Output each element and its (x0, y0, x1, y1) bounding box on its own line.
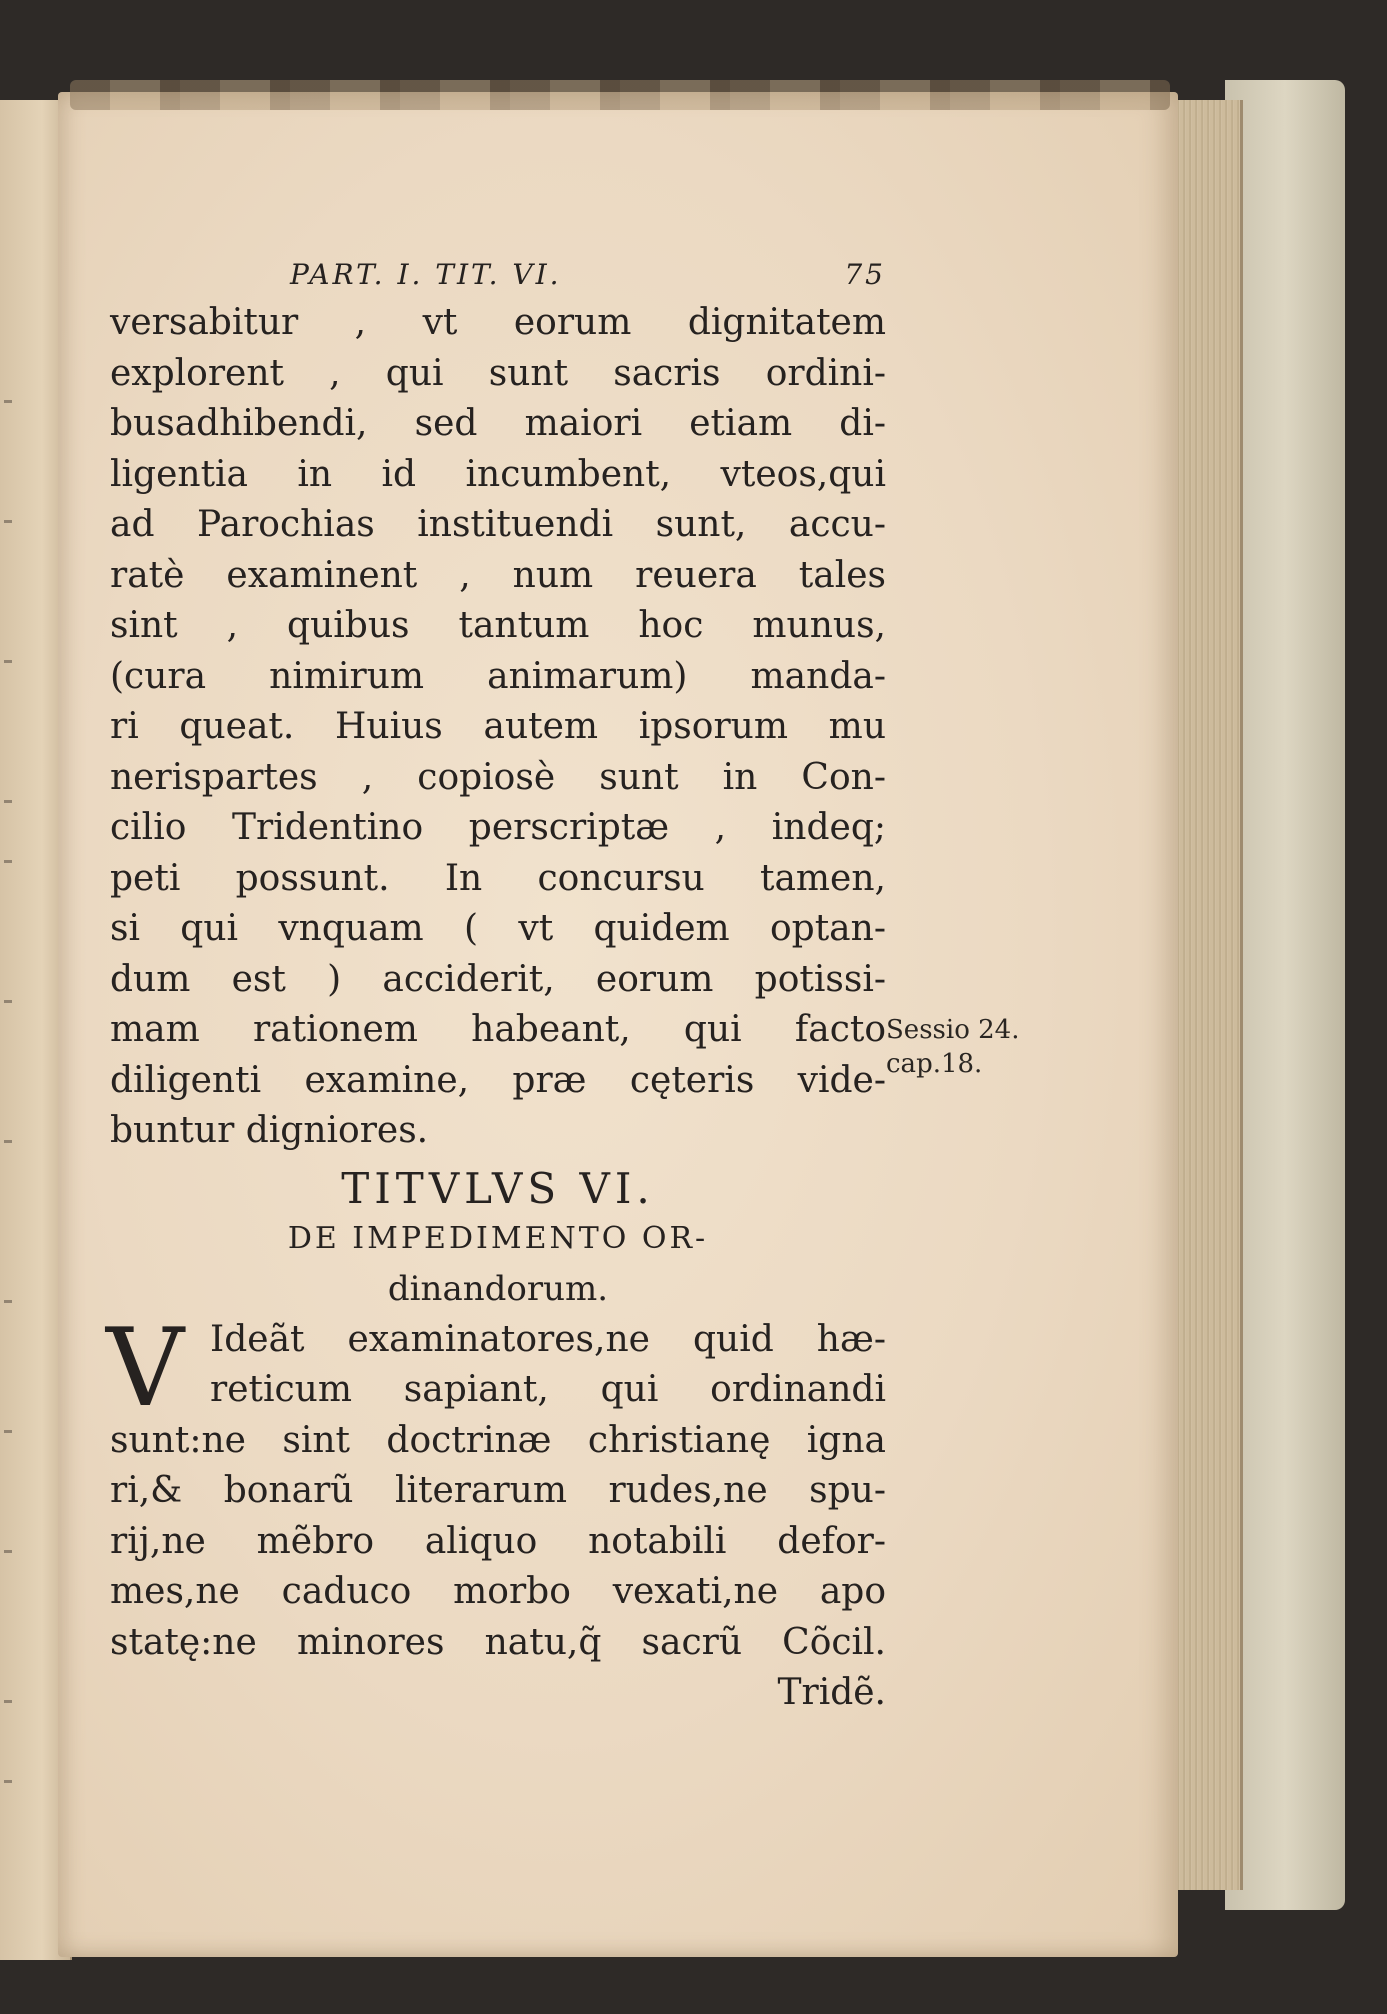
text-line: ligentia in id incumbent, vteos,qui (110, 453, 886, 495)
text-line: ri,& bonarũ literarum rudes,ne spu- (110, 1470, 886, 1511)
text-line: ri queat. Huius autem ipsorum mu (110, 706, 886, 747)
paragraph-1 (110, 298, 886, 1157)
running-head (110, 258, 886, 298)
text-line: mam rationem habeant, qui facto (110, 1009, 886, 1050)
section-title: TITVLVS VI. (341, 1163, 655, 1213)
text-line: reticum sapiant, qui ordinandi (210, 1369, 886, 1410)
text-line: nerispartes , copiosè sunt in Con- (110, 756, 886, 798)
text-line: mes,ne caduco morbo vexati,ne apo (110, 1571, 886, 1612)
text-line: sint , quibus tantum hoc munus, (110, 605, 886, 646)
text-line: diligenti examine, præ cęteris vide- (110, 1059, 886, 1101)
text-line: busadhibendi, sed maiori etiam di- (110, 403, 886, 444)
paragraph-2 (106, 1305, 886, 1669)
text-line: cilio Tridentino perscriptæ , indeq; (110, 807, 886, 848)
text-line: rij,ne mẽbro aliquo notabili defor- (110, 1520, 886, 1562)
margin-note-line: cap.18. (886, 1049, 983, 1079)
drop-cap: V (106, 1305, 184, 1431)
top-edge-stain (70, 80, 1170, 110)
text-line: si qui vnquam ( vt quidem optan- (110, 908, 886, 949)
text-line: peti possunt. In concursu tamen, (110, 857, 886, 899)
section-subtitle-continued: dinandorum. (387, 1268, 609, 1309)
text-line: Ideãt examinatores,ne quid hæ- (210, 1318, 886, 1360)
text-line: sunt:ne sint doctrinæ christianę igna (110, 1419, 886, 1461)
running-head-title: PART. I. TIT. VI. (290, 258, 562, 291)
text-line: dum est ) acciderit, eorum potissi- (110, 958, 886, 1000)
page-number: 75 (844, 258, 886, 291)
text-line: ratè examinent , num reuera tales (110, 554, 886, 596)
text-line: explorent , qui sunt sacris ordini- (110, 352, 886, 394)
catchword: Tridẽ. (777, 1672, 886, 1713)
page-text (106, 258, 886, 1718)
margin-note-line: Sessio 24. (886, 1015, 1020, 1045)
section-subtitle: DE IMPEDIMENTO OR- (287, 1220, 709, 1256)
margin-note (886, 1013, 1019, 1081)
text-line: (cura nimirum animarum) manda- (110, 655, 886, 697)
text-line: statę:ne minores natu,q̃ sacrũ Cõcil. (110, 1621, 886, 1663)
text-line: ad Parochias instituendi sunt, accu- (110, 504, 886, 545)
text-line: buntur digniores. (110, 1110, 429, 1151)
text-line: versabitur , vt eorum dignitatem (110, 302, 886, 343)
book-cover-edge (1225, 80, 1345, 1910)
